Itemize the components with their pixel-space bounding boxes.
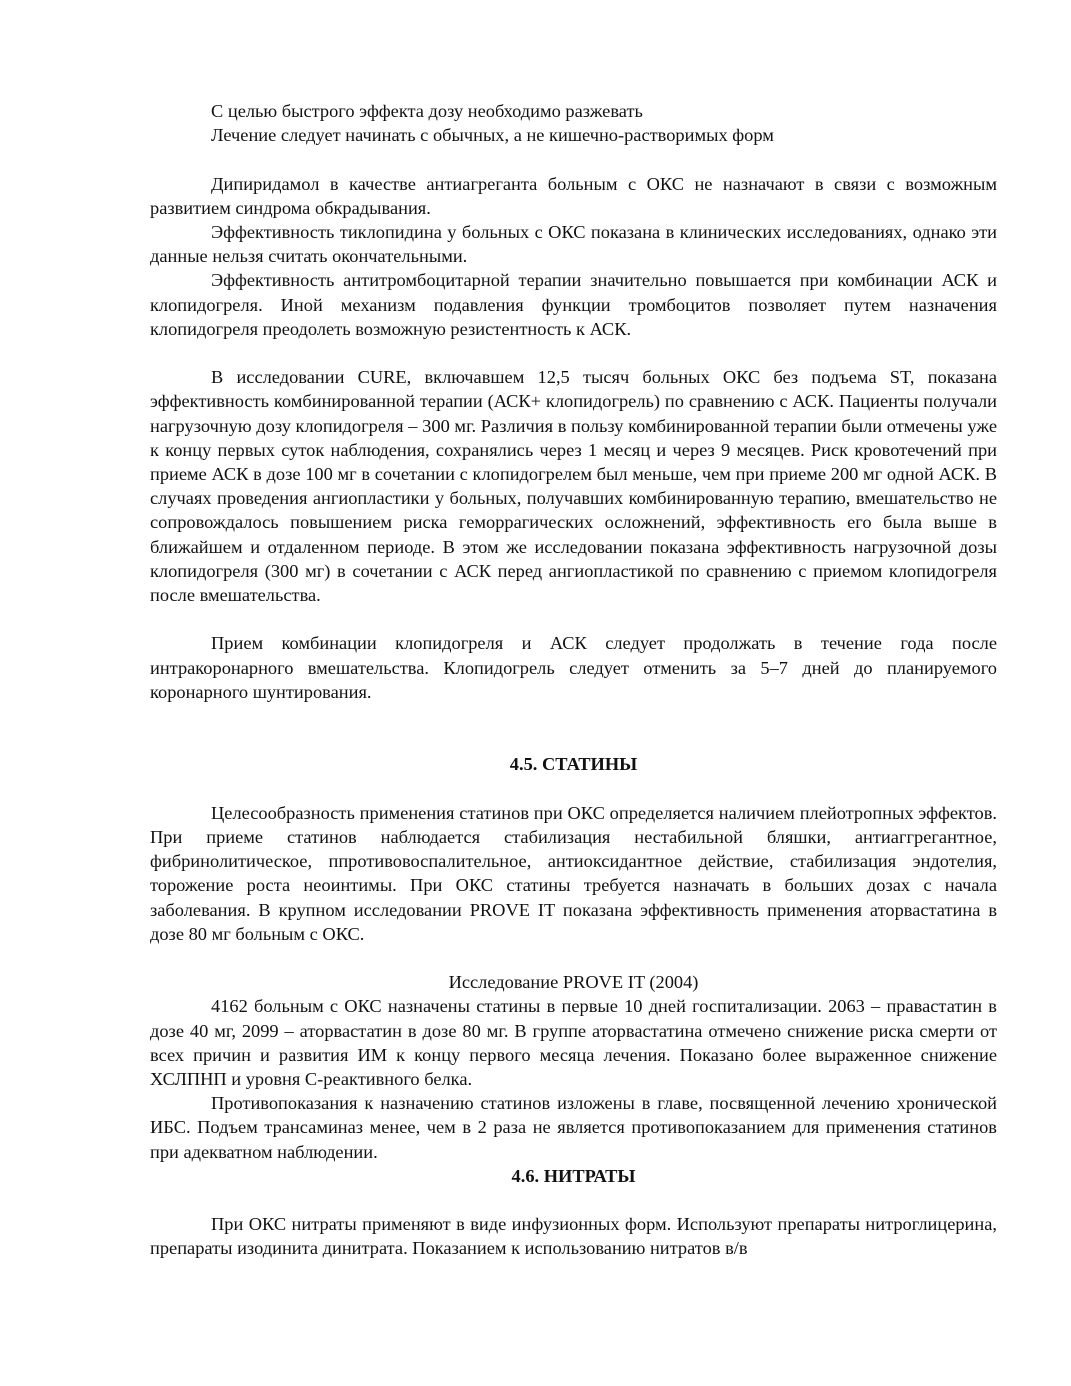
spacer [150,1188,997,1212]
spacer [150,341,997,365]
section-heading-nitrates: 4.6. НИТРАТЫ [511,1165,636,1186]
paragraph-chew-dose: С целью быстрого эффекта дозу необходимо разжевать [211,101,643,121]
spacer [150,704,997,752]
study-heading-prove-it: Исследование PROVE IT (2004) [448,972,699,993]
spacer [150,607,997,631]
spacer [150,147,997,171]
section-heading-statins: 4.5. СТАТИНЫ [509,754,638,775]
paragraph-cure-study: В исследовании CURE, включавшем 12,5 тысяч больных ОКС без подъема ST, показана эффективность комбинированной терапии (АСК+ клопидогрель) по сравнению с АСК. Пациенты получали нагрузочную дозу клопидогреля – 300 мг. Различия в пользу комбинированной терапии были отмечены уже к концу первых суток наблюдения, сохранялись через 1 месяц и через 9 месяцев. Риск кровотечений при приеме АСК в дозе 100 мг в сочетании с клопидогрелем был меньше, чем при приеме 200 мг одной АСК. В случаях проведения ангиопластики у больных, получавших комбинированную терапию, вмешательство не сопровождалось повышением риска геморрагических осложнений, эффективность его была выше в ближайшем и отдаленном периоде. В этом же исследовании показана эффективность нагрузочной дозы клопидогреля (300 мг) в сочетании с АСК перед ангиопластикой по сравнению с приемом клопидогреля после вмешательства. [150,367,997,606]
spacer [150,777,997,801]
document-page [150,99,997,1261]
paragraph-statins-rationale: Целесообразность применения статинов при ОКС определяется наличием плейотропных эффектов. При приеме статинов наблюдается стабилизация нестабильной бляшки, антиаггрегантное, фибринолитическое, ппротивовоспалительное, антиоксидантное действие, стабилизация эндотелия, торожение роста неоинтимы. При ОКС статины требуется назначать в больших дозах с начала заболевания. В крупном исследовании PROVE IT показана эффективность применения аторвастатина в дозе 80 мг больным с ОКС. [150,802,997,944]
paragraph-ticlopidine: Эффективность тиклопидина у больных с ОКС показана в клинических исследованиях, однако эти данные нельзя считать окончательными. [150,222,997,267]
paragraph-statin-contraindications: Противопоказания к назначению статинов изложены в главе, посвященной лечению хронической ИБС. Подъем трансаминаз менее, чем в 2 раза не является противопоказанием для применения статинов при адекватном наблюдении. [150,1093,997,1162]
paragraph-dipyridamole: Дипиридамол в качестве антиагреганта больным с ОКС не назначают в связи с возможным развитием синдрома обкрадывания. [150,173,997,218]
spacer [150,946,997,970]
paragraph-regular-forms: Лечение следует начинать с обычных, а не кишечно-растворимых форм [211,125,774,146]
paragraph-nitrates: При ОКС нитраты применяют в виде инфузионных форм. Используют препараты нитроглицерина, препараты изодинита динитрата. Показанием к использованию нитратов в/в [150,1214,997,1259]
paragraph-combination-duration: Прием комбинации клопидогреля и АСК следует продолжать в течение года после интракоронарного вмешательства. Клопидогрель следует отменить за 5–7 дней до планируемого коронарного шунтирования. [150,633,997,702]
paragraph-antiplatelet-combination: Эффективность антитромбоцитарной терапии значительно повышается при комбинации АСК и клопидогреля. Иной механизм подавления функции тромбоцитов позволяет путем назначения клопидогреля преодолеть возможную резистентность к АСК. [150,270,997,339]
paragraph-prove-it-results: 4162 больным с ОКС назначены статины в первые 10 дней госпитализации. 2063 – правастатин в дозе 40 мг, 2099 – аторвастатин в дозе 80 мг. В группе аторвастатина отмечено снижение риска смерти от всех причин и развития ИМ к концу первого месяца лечения. Показано более выраженное снижение ХСЛПНП и уровня С-реактивного белка. [150,996,997,1090]
